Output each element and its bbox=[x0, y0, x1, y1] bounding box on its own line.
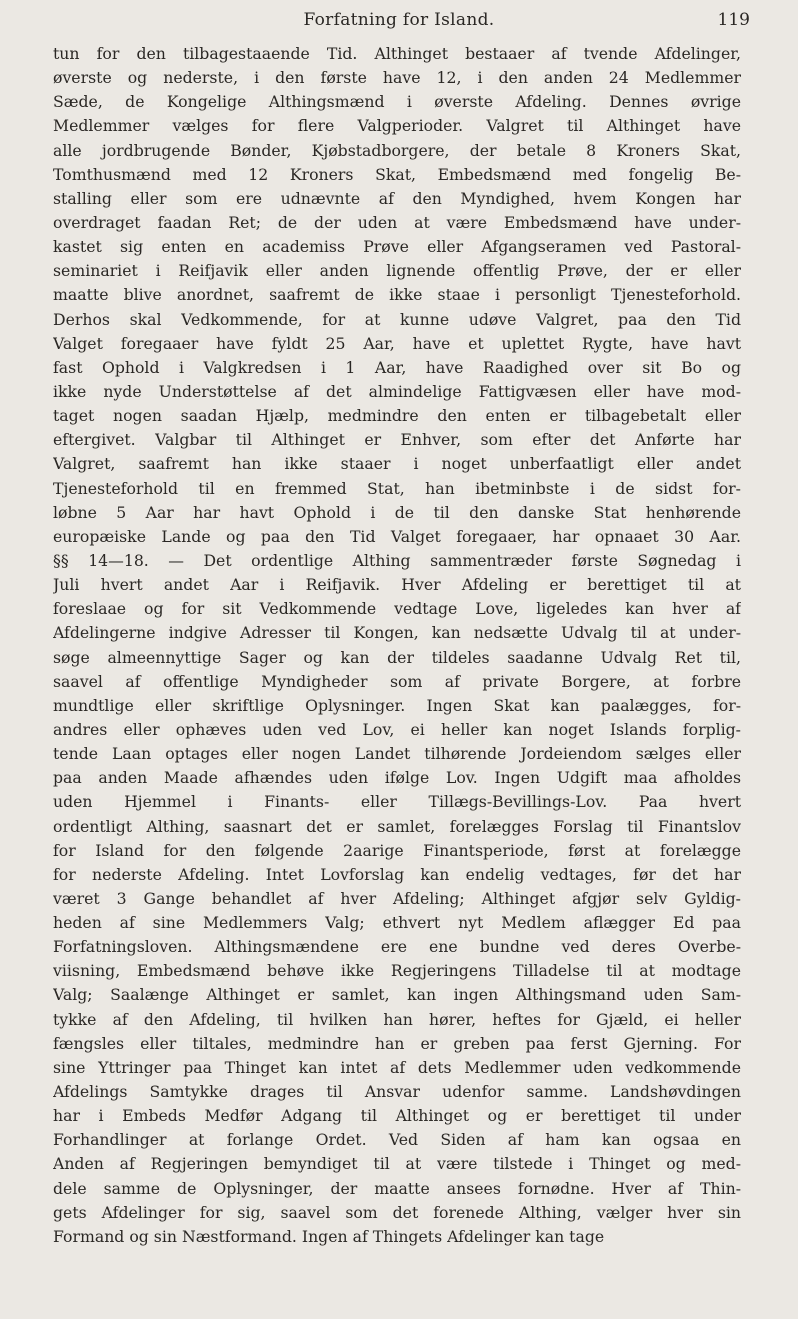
text-line: tun for den tilbagestaaende Tid. Althinget bestaaer af tvende Afdelinger, bbox=[53, 44, 741, 63]
text-line: ordentligt Althing, saasnart det er samlet, forelægges Forslag til Finantslov bbox=[53, 816, 741, 836]
text-line: løbne 5 Aar har havt Ophold i de til den danske Stat henhørende bbox=[53, 502, 741, 522]
text-line: Tomthusmænd med 12 Kroners Skat, Embedsmænd med fongelig Be- bbox=[53, 164, 741, 184]
text-line: Tjenesteforhold til en fremmed Stat, han ibetminbste i de sidst for- bbox=[53, 478, 741, 498]
text-line: gets Afdelinger for sig, saavel som det forenede Althing, vælger hver sin bbox=[53, 1202, 741, 1222]
text-line: været 3 Gange behandlet af hver Afdeling; Althinget afgjør selv Gyldig- bbox=[53, 888, 741, 908]
text-line: fængsles eller tiltales, medmindre han er greben paa ferst Gjerning. For bbox=[53, 1033, 741, 1053]
text-line: kastet sig enten en academiss Prøve eller Afgangseramen ved Pastoral- bbox=[53, 237, 741, 257]
text-line: heden af sine Medlemmers Valg; ethvert nyt Medlem aflægger Ed paa bbox=[53, 913, 741, 933]
text-line: fast Ophold i Valgkredsen i 1 Aar, have Raadighed over sit Bo og bbox=[53, 357, 741, 377]
text-line: for nederste Afdeling. Intet Lovforslag kan endelig vedtages, før det har bbox=[53, 864, 741, 884]
text-line: Derhos skal Vedkommende, for at kunne udøve Valgret, paa den Tid bbox=[53, 309, 741, 329]
text-line: ikke nyde Understøttelse af det almindelige Fattigvæsen eller have mod- bbox=[53, 381, 741, 401]
text-line: mundtlige eller skriftlige Oplysninger. Ingen Skat kan paalægges, for- bbox=[53, 695, 741, 715]
text-line: søge almeennyttige Sager og kan der tildeles saadanne Udvalg Ret til, bbox=[53, 647, 741, 667]
text-line: overdraget faadan Ret; de der uden at være Embedsmænd have under- bbox=[53, 212, 741, 232]
text-line: uden Hjemmel i Finants- eller Tillægs-Bevillings-Lov. Paa hvert bbox=[53, 792, 741, 812]
text-line: har i Embeds Medfør Adgang til Althinget og er berettiget til under bbox=[53, 1106, 741, 1126]
page-header-title: Forfatning for Island. bbox=[303, 10, 495, 30]
text-line: foreslaae og for sit Vedkommende vedtage Love, ligeledes kan hver af bbox=[53, 599, 741, 619]
text-line: Valget foregaaer have fyldt 25 Aar, have et uplettet Rygte, have havt bbox=[53, 333, 741, 353]
text-line: øverste og nederste, i den første have 12, i den anden 24 Medlemmer bbox=[53, 68, 741, 88]
text-line: maatte blive anordnet, saafremt de ikke staae i personligt Tjenesteforhold. bbox=[53, 285, 741, 305]
text-line: Valgret, saafremt han ikke staaer i noget unberfaatligt eller andet bbox=[53, 454, 741, 474]
text-line: Juli hvert andet Aar i Reifjavik. Hver Afdeling er berettiget til at bbox=[53, 575, 741, 595]
text-line: eftergivet. Valgbar til Althinget er Enhver, som efter det Anførte har bbox=[53, 430, 741, 450]
text-line: paa anden Maade afhændes uden ifølge Lov. Ingen Udgift maa afholdes bbox=[53, 768, 741, 788]
text-line: Anden af Regjeringen bemyndiget til at være tilstede i Thinget og med- bbox=[53, 1154, 741, 1174]
text-line: Sæde, de Kongelige Althingsmænd i øverste Afdeling. Dennes øvrige bbox=[53, 92, 741, 112]
body-text bbox=[53, 42, 741, 1249]
text-line: sine Yttringer paa Thinget kan intet af dets Medlemmer uden vedkommende bbox=[53, 1057, 741, 1077]
text-line: Afdelingerne indgive Adresser til Kongen, kan nedsætte Udvalg til at under- bbox=[53, 623, 741, 643]
text-line: saavel af offentlige Myndigheder som af private Borgere, at forbre bbox=[53, 671, 741, 691]
text-line: seminariet i Reifjavik eller anden lignende offentlig Prøve, der er eller bbox=[53, 261, 741, 281]
text-line: tykke af den Afdeling, til hvilken han hører, heftes for Gjæld, ei heller bbox=[53, 1009, 741, 1029]
text-line: viisning, Embedsmænd behøve ikke Regjeringens Tilladelse til at modtage bbox=[53, 961, 741, 981]
text-line: andres eller ophæves uden ved Lov, ei heller kan noget Islands forplig- bbox=[53, 719, 741, 739]
text-line: europæiske Lande og paa den Tid Valget foregaaer, har opnaaet 30 Aar. bbox=[53, 526, 741, 546]
text-line: §§ 14—18. — Det ordentlige Althing sammentræder første Søgnedag i bbox=[53, 550, 741, 570]
text-line: stalling eller som ere udnævnte af den Myndighed, hvem Kongen har bbox=[53, 188, 741, 208]
text-line: Formand og sin Næstformand. Ingen af Thingets Afdelinger kan tage bbox=[53, 1226, 605, 1246]
text-line: taget nogen saadan Hjælp, medmindre den enten er tilbagebetalt eller bbox=[53, 406, 741, 426]
page-number: 119 bbox=[717, 10, 750, 30]
running-head bbox=[0, 8, 798, 38]
text-line: Medlemmer vælges for flere Valgperioder. Valgret til Althinget have bbox=[53, 116, 741, 136]
text-line: Forhandlinger at forlange Ordet. Ved Siden af ham kan ogsaa en bbox=[53, 1130, 741, 1150]
text-line: Forfatningsloven. Althingsmændene ere ene bundne ved deres Overbe- bbox=[53, 937, 741, 957]
text-line: alle jordbrugende Bønder, Kjøbstadborgere, der betale 8 Kroners Skat, bbox=[53, 140, 741, 160]
text-line: Afdelings Samtykke drages til Ansvar udenfor samme. Landshøvdingen bbox=[53, 1082, 741, 1102]
text-line: tende Laan optages eller nogen Landet tilhørende Jordeiendom sælges eller bbox=[53, 744, 741, 764]
text-line: for Island for den følgende 2aarige Finantsperiode, først at forelægge bbox=[53, 840, 741, 860]
text-line: dele samme de Oplysninger, der maatte ansees fornødne. Hver af Thin- bbox=[53, 1178, 741, 1198]
text-line: Valg; Saalænge Althinget er samlet, kan ingen Althingsmand uden Sam- bbox=[53, 985, 741, 1005]
